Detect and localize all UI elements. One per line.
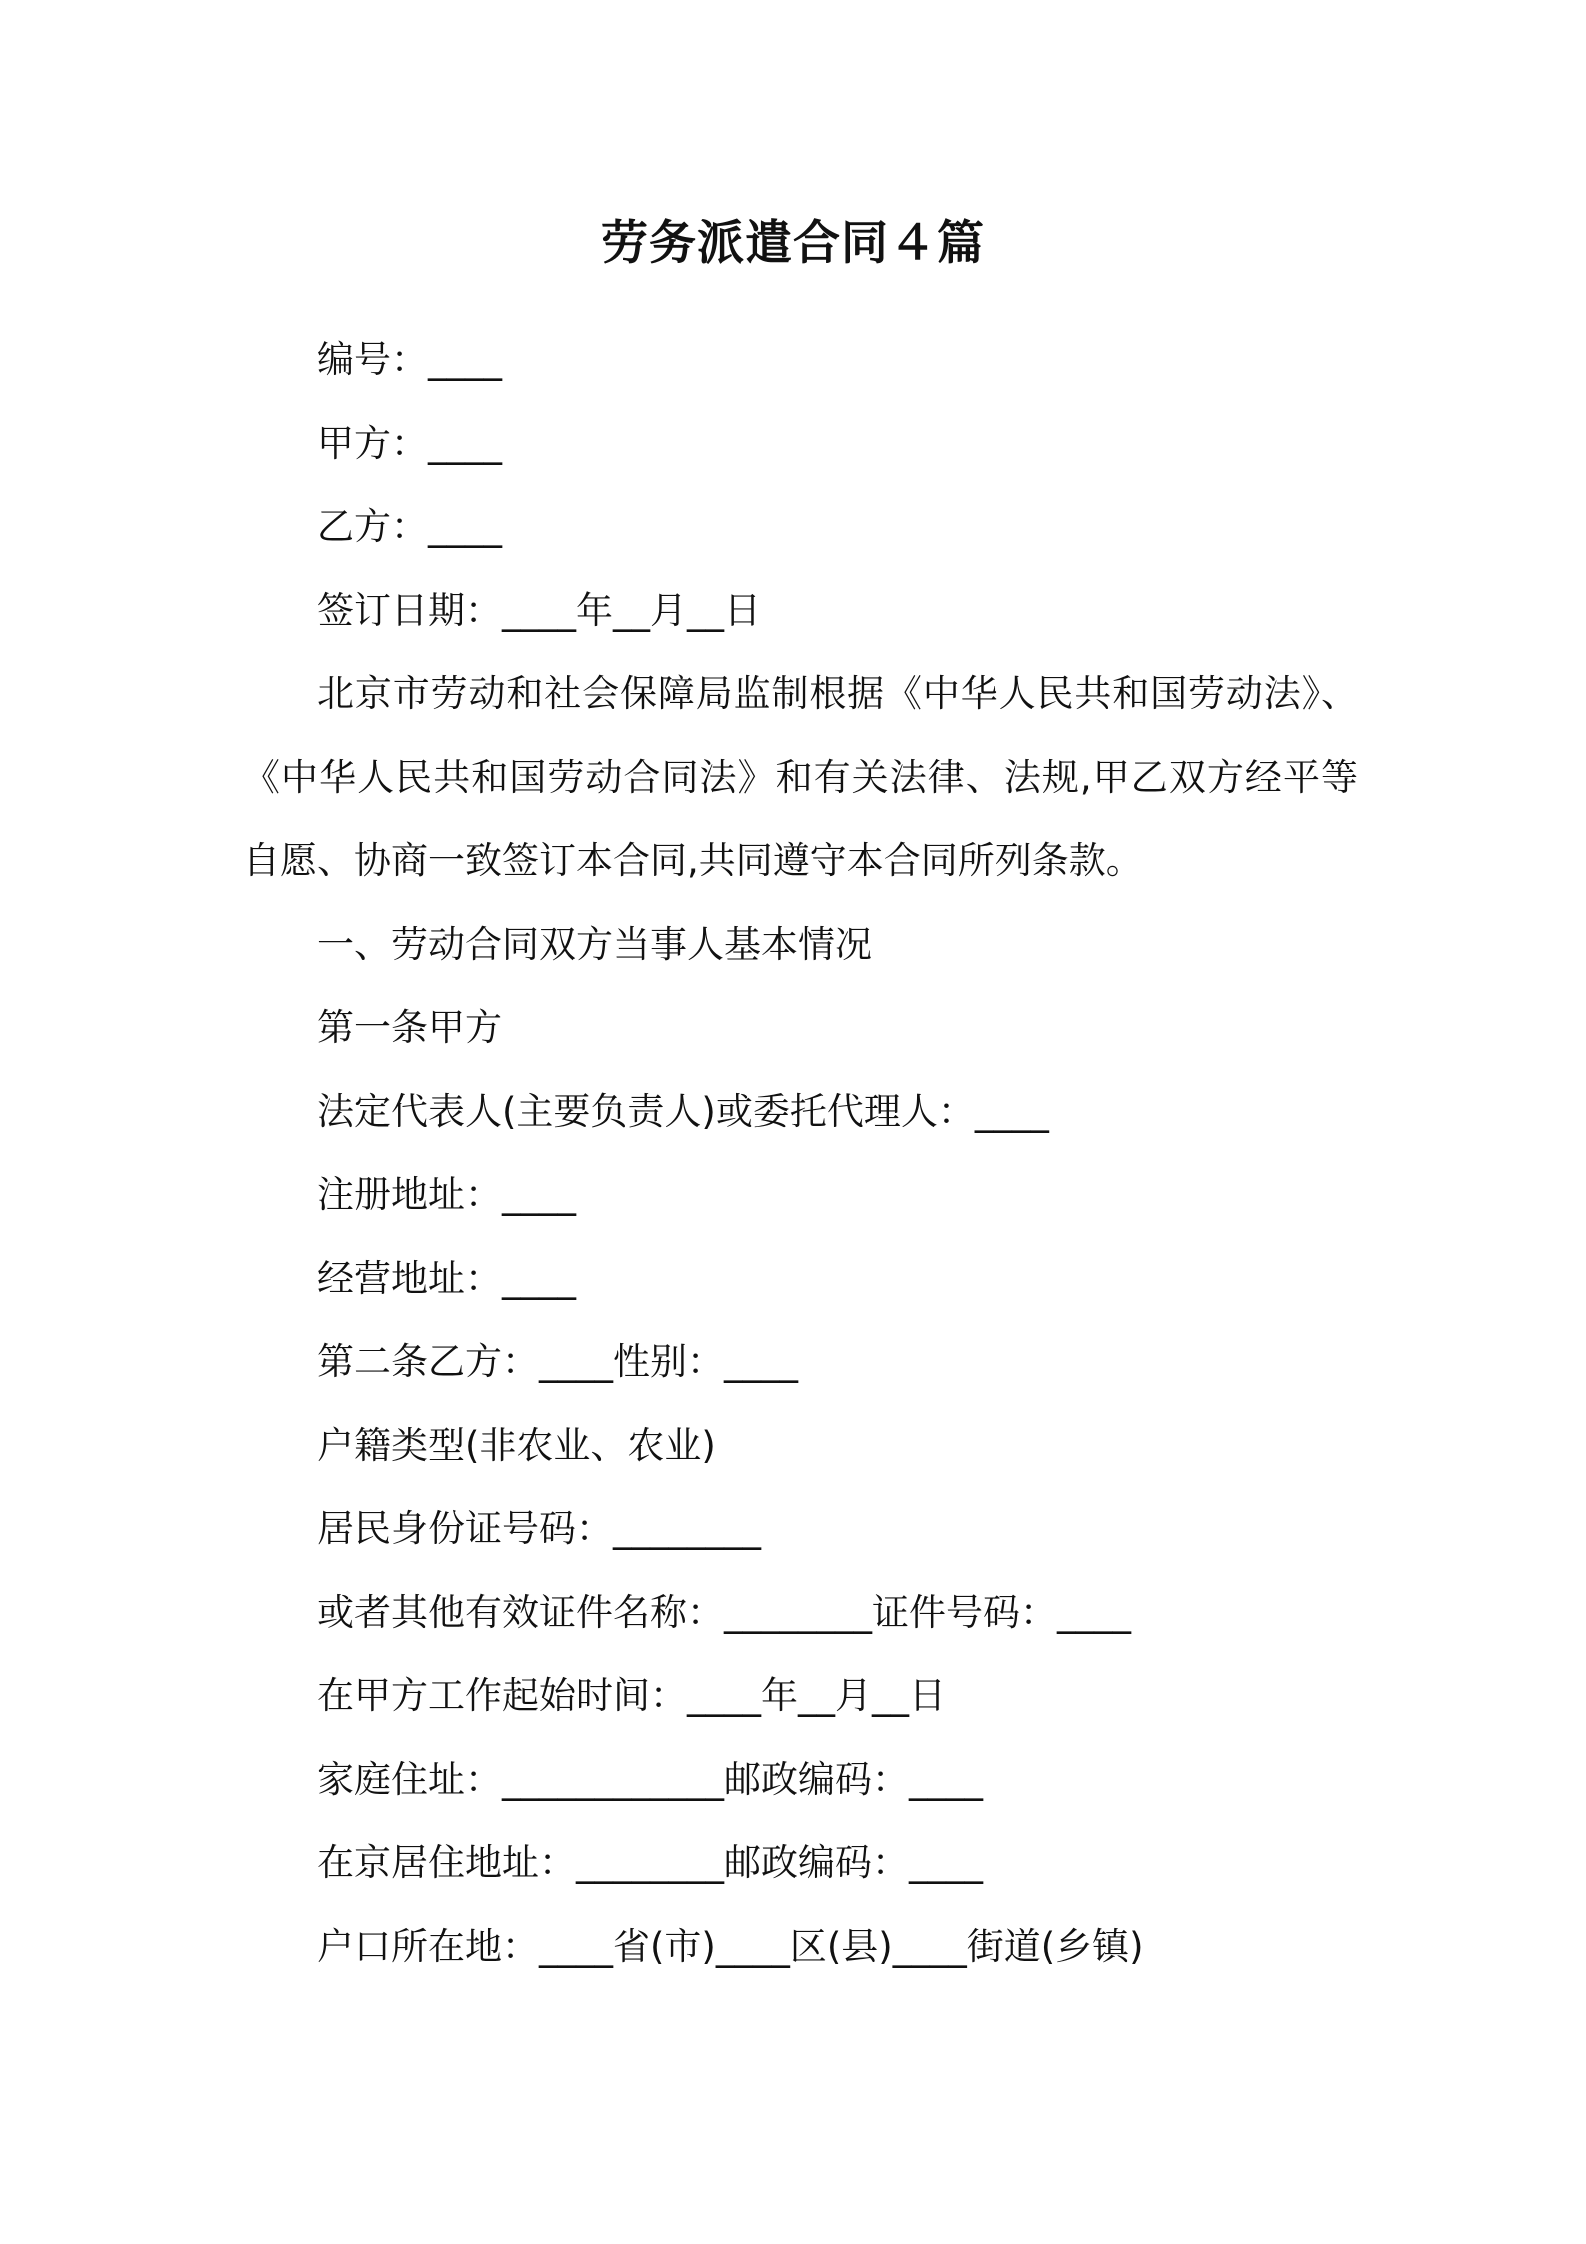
section-1-heading: 一、劳动合同双方当事人基本情况	[317, 922, 872, 966]
business-address-field: 经营地址：____	[317, 1256, 576, 1300]
intro-paragraph: 北京市劳动和社会保障局监制根据《中华人民共和国劳动法》、《中华人民共和国劳动合同法》和有关法律、法规,甲乙双方经平等自愿、协商一致签订本合同,共同遵守本合同所列条款。	[243, 672, 1358, 882]
document-title: 劳务派遣合同４篇	[601, 216, 985, 271]
article-1-heading: 第一条甲方	[317, 1006, 502, 1049]
party-a-field: 甲方：____	[317, 421, 502, 465]
home-address-field: 家庭住址：____________邮政编码：____	[317, 1757, 983, 1801]
document-body	[243, 318, 1358, 1988]
registered-address-field: 注册地址：____	[317, 1173, 576, 1216]
party-b-field: 乙方：____	[317, 505, 502, 548]
id-number-field: 居民身份证号码：________	[317, 1507, 761, 1550]
start-time-field: 在甲方工作起始时间：____年__月__日	[317, 1674, 946, 1717]
other-id-field: 或者其他有效证件名称：________证件号码：____	[317, 1590, 1131, 1634]
sign-date-field: 签订日期：____年__月__日	[317, 588, 761, 632]
contract-number-field: 编号：____	[317, 338, 502, 381]
beijing-address-field: 在京居住地址：________邮政编码：____	[317, 1841, 983, 1884]
household-type-field: 户籍类型(非农业、农业)	[317, 1423, 716, 1467]
legal-rep-field: 法定代表人(主要负责人)或委托代理人：____	[317, 1089, 1049, 1133]
article-2-heading: 第二条乙方：____性别：____	[317, 1340, 798, 1383]
hukou-location-field: 户口所在地：____省(市)____区(县)____街道(乡镇)	[317, 1924, 1144, 1968]
